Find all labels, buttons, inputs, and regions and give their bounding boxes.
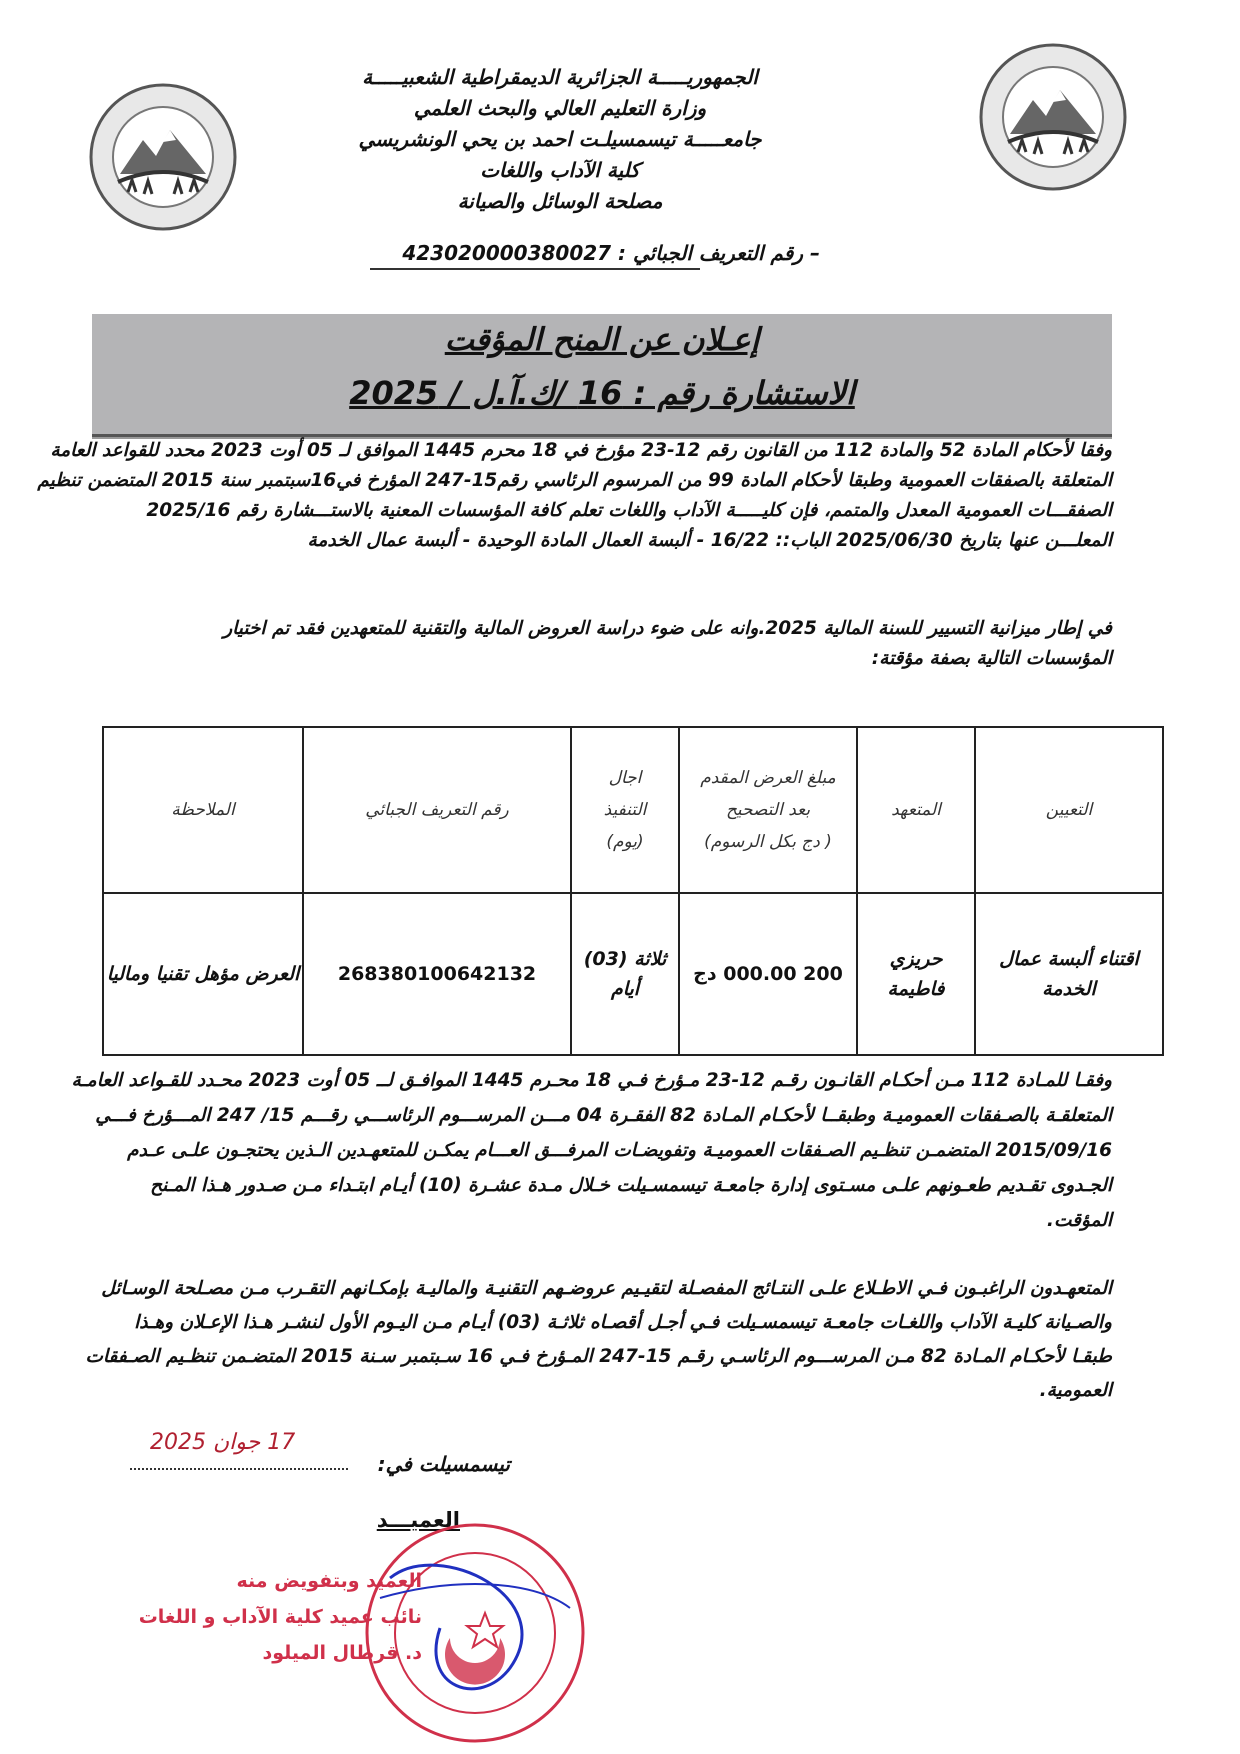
paragraph-line: العمومية.: [1039, 1380, 1112, 1401]
cell-amount: 200 000.00 دج: [679, 893, 857, 1055]
header-deadline-line: اجال: [608, 768, 642, 788]
cell-bidder: حريزي فاطيمة: [857, 893, 975, 1055]
stamp-text-line: نائب عميد كلية الآداب و اللغات: [138, 1606, 422, 1628]
institution-header: [300, 62, 820, 265]
budget-paragraph: [92, 614, 1112, 674]
paragraph-line: الصفقـــات العمومية المعدل والمتمم، فإن كليـــــة الآداب واللغات تعلم كافة المؤسسات المعنية بالاستـــشارة رقم 2025/16: [146, 500, 1112, 521]
header-deadline-line: التنفيذ: [603, 800, 647, 820]
paragraph-line: المتعلقـة بالصـفقات العموميـة وطبقــا لأحكـام المـادة 82 الفقـرة 04 مـــن المرســـوم الرئاســـي رقـــم 15/ 247 المـــؤرخ فـــي: [95, 1105, 1112, 1126]
dean-label: العميـــد: [376, 1508, 460, 1532]
header-amount: [679, 727, 857, 893]
official-seal-stamp: [360, 1518, 590, 1748]
cell-note: العرض مؤهل تقنيا وماليا: [103, 893, 303, 1055]
announcement-title: إعـلان عن المنح المؤقت: [444, 322, 760, 358]
results-paragraph: [85, 1272, 1112, 1408]
paragraph-line: والصـيانة كليـة الآداب واللغـات جامعـة تيسمسـيلت فـي أجـل أقصـاه ثلاثـة (03) أيـام مـن اليـوم الأول لنشـر هـذا الإعـلان وهـذا: [134, 1312, 1112, 1333]
cell-deadline: ثلاثة (03) أيام: [571, 893, 679, 1055]
paragraph-line: الجـدوى تقـديم طعـونهم علـى مسـتوى إدارة جامعـة تيسمسـيلت خـلال مـدة عشـرة (10) أيـام ابتـداء مـن صـدور هـذا المـنح: [150, 1175, 1112, 1196]
university-logo-left: [88, 82, 238, 232]
legal-basis-paragraph: [37, 436, 1112, 556]
paragraph-line: المتعهـدون الراغبـون فـي الاطـلاع علـى النتـائج المفصـلة لتقيـيم عروضـهم التقنيـة والماليـة بإمكـانهم التقـرب مـن مصـلحة الوسـائل: [101, 1278, 1112, 1299]
handwritten-date: 17 جوان 2025: [150, 1430, 296, 1455]
header-line-service: مصلحة الوسائل والصيانة: [457, 189, 663, 213]
paragraph-line: 2015/09/16 المتضمـن تنظـيم الصـفقات العموميـة وتفويضـات المرفـــق العـــام يمكـن للمتعهـدين الـذين يحتجـون علـى عـدم: [127, 1140, 1112, 1161]
header-line-republic: الجمهوريـــــة الجزائرية الديمقراطية الشعبيـــــة: [362, 65, 758, 89]
header-tax-id: رقم التعريف الجبائي: [303, 727, 571, 893]
tax-id-value: 423020000380027: [402, 241, 612, 265]
cell-designation: اقتناء ألبسة عمال الخدمة: [975, 893, 1163, 1055]
paragraph-line: وفقـا للمـادة 112 مـن أحكـام القانـون رقـم 12-23 مـؤرخ فـي 18 محـرم 1445 الموافـق لــ 05 أوت 2023 محـدد للقـواعد العامـة: [71, 1070, 1112, 1091]
header-tax-id: [300, 238, 820, 269]
stamp-text-line: د. قرطال الميلود: [262, 1642, 422, 1664]
announcement-banner: [92, 314, 1112, 437]
paragraph-line: وفقا لأحكام المادة 52 والمادة 112 من القانون رقم 12-23 مؤرخ في 18 محرم 1445 الموافق لـ 05 أوت 2023 محدد للقواعد العامة: [50, 440, 1112, 461]
paragraph-line: المؤسسات التالية بصفة مؤقتة:: [871, 648, 1112, 669]
header-line-university: جامعـــــة تيسمسيلـت احمد بن يحي الونشريسي: [358, 127, 762, 151]
university-logo-right: [978, 42, 1128, 192]
header-amount-line: ( دج بكل الرسوم): [704, 832, 832, 852]
paragraph-line: طبقـا لأحكـام المـادة 82 مـن المرســـوم الرئاسـي رقـم 15-247 المـؤرخ فـي 16 سـبتمبر سـنة 2015 المتضـمن تنظـيم الصـفقات: [85, 1346, 1112, 1367]
paragraph-line: المعلـــن عنها بتاريخ 2025/06/30 الباب:: 16/22 - ألبسة العمال المادة الوحيدة - ألبسة عمال الخدمة: [307, 530, 1112, 551]
cell-tax-id: 268380100642132: [303, 893, 571, 1055]
paragraph-line: في إطار ميزانية التسيير للسنة المالية 2025.وانه على ضوء دراسة العروض المالية والتقنية للمتعهدين فقد تم اختيار: [223, 618, 1112, 639]
header-amount-line: بعد التصحيح: [725, 800, 811, 820]
paragraph-line: المتعلقة بالصفقات العمومية وطبقا لأحكام المادة 99 من المرسوم الرئاسي رقم15-247 المؤرخ في16سبتمبر سنة 2015 المتضمن تنظيم: [37, 470, 1112, 491]
consultation-number: الاستشارة رقم : 16 /ك.آ.ل / 2025: [349, 374, 855, 412]
header-deadline: [571, 727, 679, 893]
header-line-ministry: وزارة التعليم العالي والبحث العلمي: [413, 96, 707, 120]
award-table: [102, 726, 1164, 1056]
header-underline: [370, 268, 700, 270]
header-deadline-line: (يوم): [606, 832, 644, 852]
stamp-text-line: العميد وبتفويض منه: [236, 1570, 422, 1592]
header-amount-line: مبلغ العرض المقدم: [700, 768, 836, 788]
header-note: الملاحظة: [103, 727, 303, 893]
header-line-faculty: كلية الآداب واللغات: [480, 158, 640, 182]
date-dotted-line: [130, 1468, 348, 1470]
place-date-label: تيسمسيلت في:: [377, 1452, 510, 1476]
tax-id-label: – رقم التعريف الجبائي :: [618, 241, 820, 265]
header-bidder: المتعهد: [857, 727, 975, 893]
table-header-row: [103, 727, 1163, 893]
appeal-paragraph: [71, 1063, 1112, 1238]
table-row: [103, 893, 1163, 1055]
paragraph-line: المؤقت.: [1046, 1210, 1112, 1231]
header-designation: التعيين: [975, 727, 1163, 893]
